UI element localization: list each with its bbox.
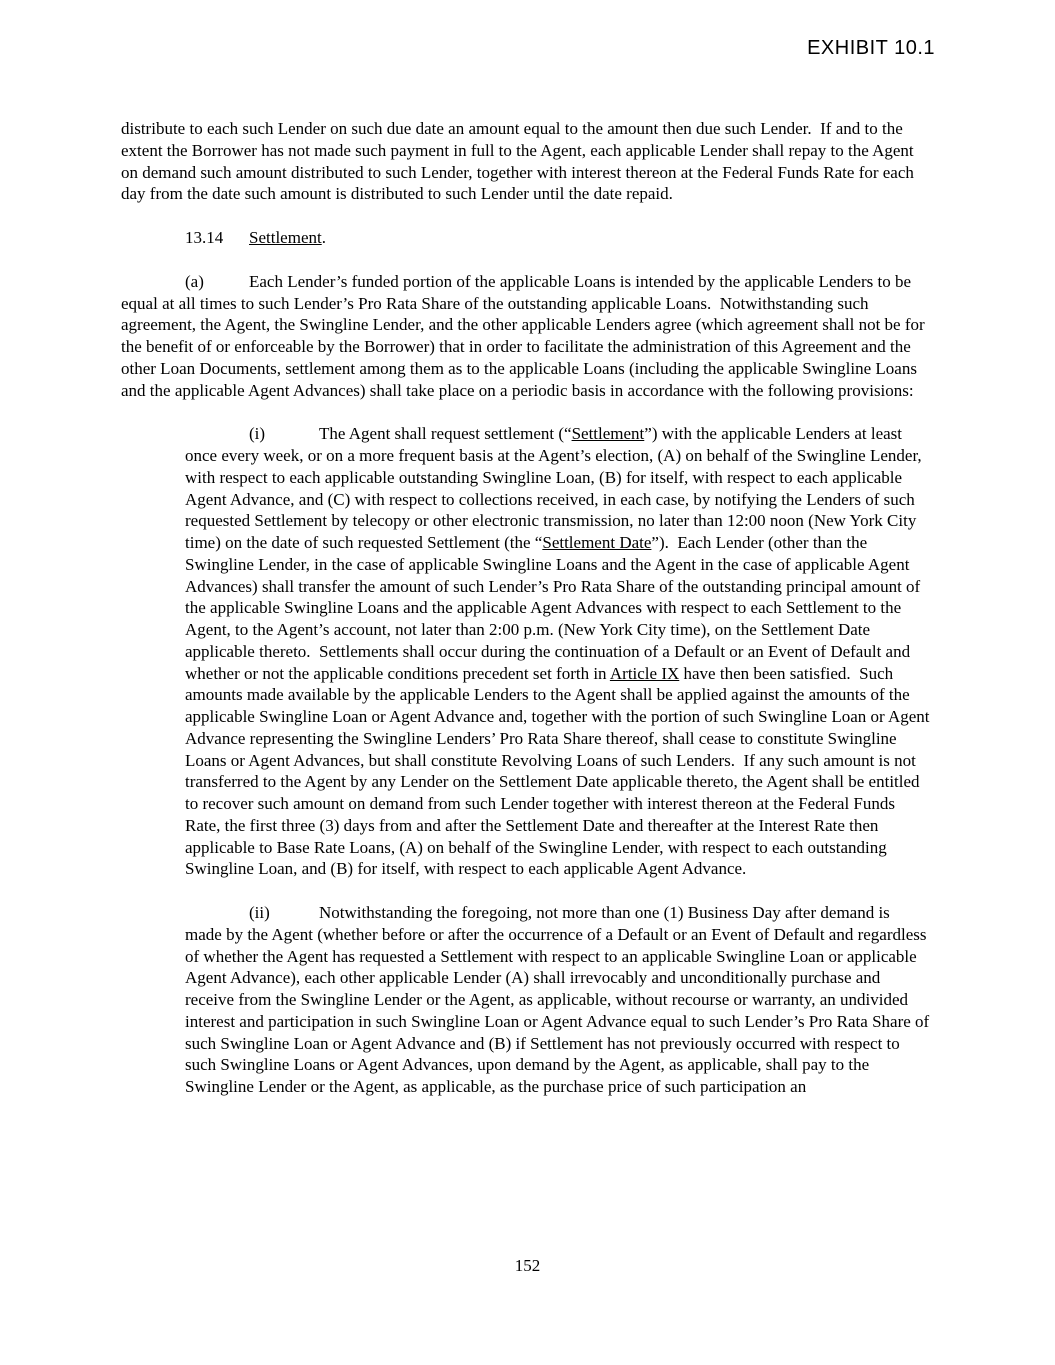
- text-run: have then been satisfied. Such amounts made available by the applicable Lenders to the Agent shall be applied against the amounts of the applicable Swingline Loan or Agent Advance and, together with the portion of such Swingline Loan or Agent Advance representing the Swingline Lenders’ Pro Rata Share thereof, shall cease to constitute Swingline Loans or Agent Advances, but shall constitute Revolving Loans of such Lenders. If any such amount is not transferred to the Agent by any Lender on the Settlement Date applicable thereto, the Agent shall be entitled to recover such amount on demand from such Lender together with interest thereon at the Federal Funds Rate, the first three (3) days from and after the Settlement Date and thereafter at the Interest Rate then applicable to Base Rate Loans, (A) on behalf of the Swingline Lender, with respect to each outstanding Swingline Loan, and (B) for itself, with respect to each applicable Agent Advance.: [185, 663, 933, 879]
- exhibit-label: EXHIBIT 10.1: [807, 37, 935, 59]
- text-run: Each Lender’s funded portion of the applicable Loans is intended by the applicable Lenders to be equal at all times to such Lender’s Pro Rata Share of the outstanding applicable Loans. Notwithstanding such agreement, the Agent, the Swingline Lender, and the other applicable Lenders agree (which agreement shall not be for the benefit of or enforceable by the Borrower) that in order to facilitate the administration of this Agreement and the other Loan Documents, settlement among them as to the applicable Loans (including the applicable Swingline Loans and the applicable Agent Advances) shall take place on a periodic basis in accordance with the following provisions:: [121, 271, 929, 400]
- text-run: .: [321, 228, 326, 247]
- paragraph-a: [121, 271, 930, 402]
- opening-paragraph: [121, 118, 930, 205]
- clause-i-label: (i): [249, 424, 266, 444]
- text-run: ”) with the applicable Lenders at least once every week, or on a more frequent basis at the Agent’s election, (A) on behalf of the Swingline Lender, with respect to each applicable outstanding Swingline Loan, (B) for itself, with respect to each applicable Agent Advance, and (C) with respect to collections received, in each case, by notifying the Lenders of such requested Settlement by telecopy or other electronic transmission, no later than 12:00 noon (New York City time) on the date of such requested Settlement (the “: [185, 424, 926, 552]
- text-run: Notwithstanding the foregoing, not more than one (1) Business Day after demand is made by the Agent (whether before or after the occurrence of a Default or an Event of Default and regardless of whether the Agent has requested a Settlement with respect to an applicable Swingline Loan or applicable Agent Advance), each other applicable Lender (A) shall irrevocably and unconditionally purchase and receive from the Swingline Lender or the Agent, as applicable, without recourse or warranty, an undivided interest and participation in such Swingline Loan or Agent Advance equal to such Lender’s Pro Rata Share of such Swingline Loan or Agent Advance and (B) if Settlement has not previously occurred with respect to such Swingline Loans or Agent Advances, upon demand by the Agent, as applicable, shall pay to the Swingline Lender or the Agent, as applicable, as the purchase price of such participation an: [185, 903, 934, 1096]
- clause-i: [185, 423, 933, 880]
- text-run: The Agent shall request settlement (“: [319, 424, 572, 444]
- clause-ii-label: (ii): [249, 903, 270, 922]
- section-number: 13.14: [185, 228, 224, 247]
- underlined-text-run: Settlement: [571, 424, 645, 444]
- paragraph-a-label: (a): [185, 271, 204, 291]
- underlined-text-run: Article IX: [609, 663, 680, 683]
- clause-ii: [185, 902, 934, 1098]
- section-heading: [121, 227, 930, 249]
- text-run: distribute to each such Lender on such due date an amount equal to the amount then due such Lender. If and to the extent the Borrower has not made such payment in full to the Agent, each applicable Lender shall repay to the Agent on demand such amount distributed to such Lender, together with interest thereon at the Federal Funds Rate for each day from the date such amount is distributed to such Lender until the date repaid.: [121, 119, 919, 204]
- text-run: ”). Each Lender (other than the Swingline Lender, in the case of applicable Swingline Loans and the Agent in the case of applicable Agent Advances) shall transfer the amount of such Lender’s Pro Rata Share of the outstanding principal amount of the applicable Swingline Loans and the applicable Agent Advances with respect to each Settlement to the Agent, to the Agent’s account, not later than 2:00 p.m. (New York City time), on the Settlement Date applicable thereto. Settlements shall occur during the continuation of a Default or an Event of Default and whether or not the applicable conditions precedent set forth in: [185, 533, 925, 683]
- document-body: [121, 118, 934, 1120]
- page-number: 152: [514, 1256, 541, 1275]
- underlined-text-run: Settlement Date: [542, 533, 652, 552]
- underlined-text-run: Settlement: [249, 228, 322, 247]
